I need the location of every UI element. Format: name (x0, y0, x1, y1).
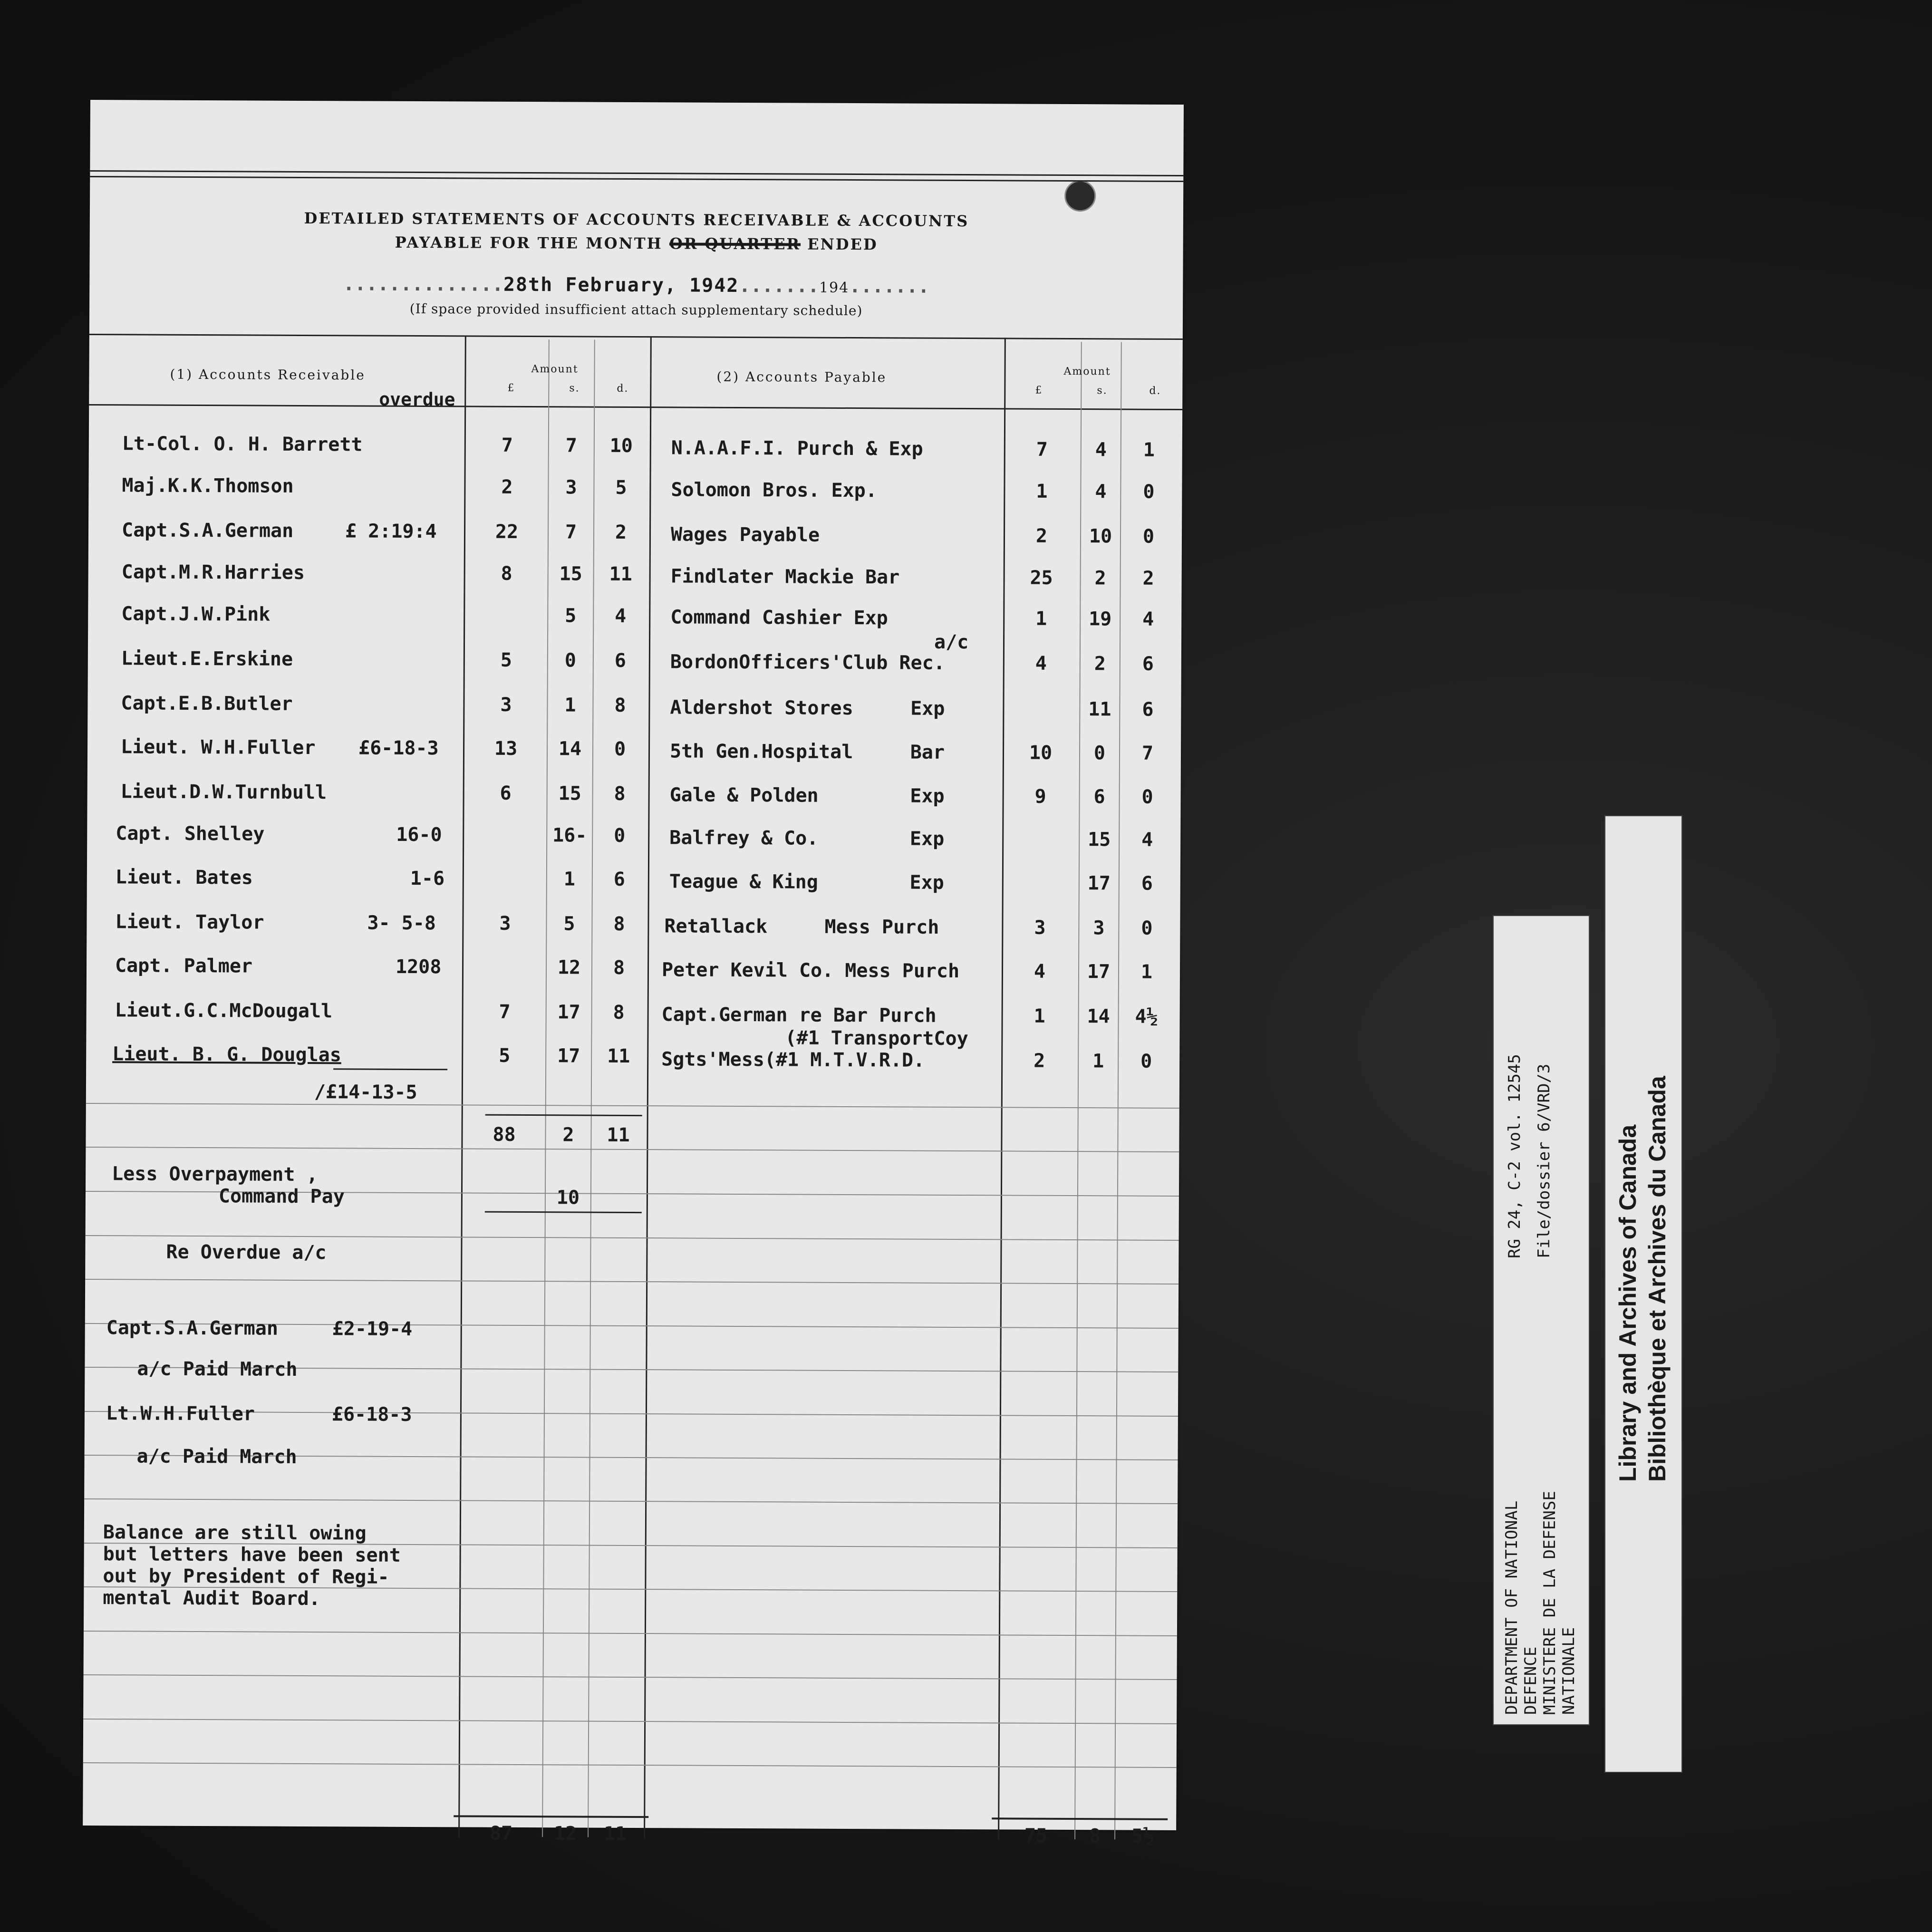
payable-pence: 0 (1141, 917, 1153, 939)
balance-note-line: out by President of Regi- (103, 1565, 389, 1588)
receivable-shillings: 12 (557, 956, 581, 979)
receivable-pounds: 3 (499, 912, 511, 935)
receivable-total-shillings: 12 (553, 1823, 577, 1845)
receivable-shillings: 17 (557, 1045, 580, 1067)
payable-pence: 4 (1142, 608, 1154, 630)
archive-name-english: Library and Archives of Canada (1614, 1124, 1641, 1482)
overdue-subheading: overdue (379, 388, 455, 410)
receivable-name: Capt.J.W.Pink (121, 603, 270, 626)
receivable-shillings: 14 (558, 738, 582, 760)
receivable-name: Capt.E.B.Butler (121, 692, 293, 715)
re-overdue-heading: Re Overdue a/c (166, 1241, 327, 1264)
command-pay-label: Command Pay (218, 1185, 345, 1208)
payable-pence-label: d. (1149, 385, 1161, 397)
payable-pence: 0 (1141, 786, 1153, 808)
overdue-total: /£14-13-5 (314, 1081, 417, 1104)
payable-name: Sgts'Mess(#1 M.T.V.R.D. (661, 1048, 925, 1072)
payable-shillings: 11 (1088, 698, 1111, 721)
payable-shillings: 19 (1089, 608, 1112, 630)
payable-name: Solomon Bros. Exp. (671, 479, 878, 502)
receivable-name: Lieut.G.C.McDougall (115, 999, 333, 1023)
receivable-heading: (1) Accounts Receivable (170, 366, 366, 383)
payable-pounds: 2 (1035, 525, 1048, 547)
payable-pence: 6 (1141, 872, 1153, 895)
receivable-shillings: 16- (552, 824, 587, 847)
payable-pounds: 9 (1034, 785, 1046, 808)
payable-pounds: 4 (1034, 960, 1046, 983)
receivable-pence: 8 (613, 913, 625, 935)
receivable-overdue-note: 1-6 (410, 867, 445, 890)
instruction-note: (If space provided insufficient attach supplementary schedule) (409, 300, 863, 319)
receivable-shillings: 3 (565, 476, 577, 499)
receivable-shillings: 0 (564, 649, 577, 672)
balance-note-line: but letters have been sent (103, 1543, 401, 1566)
receivable-shillings: 1 (563, 868, 576, 890)
overdue-fuller-amount: £6-18-3 (331, 1403, 412, 1426)
payable-shillings: 14 (1087, 1005, 1110, 1028)
payable-pence: 0 (1140, 1050, 1152, 1072)
receivable-overdue-note: £6-18-3 (358, 737, 439, 760)
payable-pounds: 1 (1036, 480, 1048, 502)
receivable-amount-label: Amount (531, 363, 579, 376)
receivable-pounds: 5 (500, 649, 512, 671)
receivable-name: Capt.M.R.Harries (121, 561, 305, 584)
receivable-name: Lieut.D.W.Turnbull (120, 781, 327, 804)
payable-pence: 0 (1143, 481, 1155, 503)
department-line3: MINISTERE DE LA DEFENSE (1540, 1491, 1559, 1715)
receivable-shillings: 15 (559, 563, 582, 585)
balance-note-line: Balance are still owing (103, 1521, 367, 1545)
payable-total-pence: 5½ (1131, 1825, 1155, 1847)
receivable-name: Capt.S.A.German (121, 519, 294, 542)
payable-name: Findlater Mackie Bar (670, 565, 900, 589)
payable-heading: (2) Accounts Payable (716, 368, 887, 386)
receivable-pounds (468, 604, 544, 605)
overdue-fuller-name: Lt.W.H.Fuller (106, 1402, 255, 1425)
receivable-name: Lieut. Taylor (115, 911, 264, 934)
payable-pence: 1 (1140, 961, 1153, 983)
payable-total-pounds: 75 (1024, 1825, 1048, 1847)
receivable-subtotal-pounds: 88 (493, 1123, 516, 1146)
receivable-pounds: 5 (499, 1044, 511, 1067)
receivable-name: Lt-Col. O. H. Barrett (122, 433, 363, 456)
receivable-shillings: 7 (565, 435, 577, 457)
form-title-line2: PAYABLE FOR THE MONTH OR QUARTER ENDED (395, 233, 878, 254)
overdue-fuller-status: a/c Paid March (136, 1445, 297, 1468)
receivable-pence: 11 (609, 563, 632, 585)
receivable-pounds: 2 (501, 476, 513, 498)
payable-pounds: 4 (1035, 652, 1047, 675)
payable-name-above: (#1 TransportCoy (785, 1027, 968, 1050)
payable-name: Peter Kevil Co. Mess Purch (661, 959, 960, 982)
receivable-pounds: 6 (500, 782, 512, 804)
receivable-pence: 6 (614, 649, 627, 672)
receivable-pence: 10 (609, 435, 633, 457)
receivable-pounds: 7 (499, 1001, 511, 1023)
receivable-shillings: 7 (565, 521, 577, 543)
department-line1: DEPARTMENT OF NATIONAL (1502, 1500, 1521, 1715)
receivable-shillings: 17 (557, 1001, 580, 1024)
receivable-overdue-note: 1208 (395, 956, 442, 978)
receivable-name: Lieut. Bates (115, 866, 253, 889)
payable-name: BordonOfficers'Club Rec. (670, 651, 945, 674)
receivable-pence-label: d. (617, 382, 629, 395)
receivable-overdue-note: 3- 5-8 (367, 912, 436, 935)
receivable-pence: 4 (615, 605, 627, 627)
receivable-subtotal-shillings: 2 (562, 1124, 574, 1146)
receivable-pounds: 8 (501, 562, 512, 585)
payable-pounds: 2 (1034, 1050, 1045, 1072)
receivable-pence: 0 (614, 738, 626, 760)
payable-shillings: 0 (1093, 742, 1106, 764)
payable-name: Command Cashier Exp (670, 606, 888, 629)
receivable-pence: 11 (607, 1045, 630, 1067)
payable-shilling-label: s. (1097, 385, 1108, 397)
ledger-sheet (83, 100, 1184, 1847)
receivable-pound-label: £ (507, 382, 515, 394)
less-overpayment-label: Less Overpayment , (112, 1163, 318, 1186)
receivable-shillings: 5 (565, 605, 577, 627)
receivable-shillings: 5 (563, 913, 575, 935)
library-archives-label (1604, 815, 1682, 1773)
payable-name: Wages Payable (670, 523, 820, 546)
receivable-pence: 2 (615, 521, 627, 543)
payable-pounds (1005, 828, 1076, 829)
payable-shillings: 4 (1095, 439, 1107, 461)
period-date: ..............28th February, 1942.......194....... (343, 273, 929, 298)
payable-pence: 7 (1141, 742, 1154, 764)
receivable-overdue-note: £ 2:19:4 (345, 520, 437, 543)
payable-name: Gale & Polden Exp (669, 784, 945, 807)
punch-hole (1064, 180, 1096, 212)
payable-pence: 4½ (1135, 1005, 1158, 1028)
payable-shillings: 6 (1093, 786, 1105, 808)
receivable-pounds: 3 (500, 694, 512, 716)
overdue-german-name: Capt.S.A.German (106, 1317, 279, 1340)
payable-name: Balfrey & Co. Exp (669, 827, 945, 850)
payable-pounds: 3 (1034, 917, 1046, 939)
payable-shillings: 2 (1094, 567, 1106, 589)
receivable-total-pence: 11 (603, 1823, 627, 1845)
payable-pounds: 1 (1034, 1005, 1045, 1027)
payable-shillings: 15 (1088, 829, 1111, 851)
receivable-pence: 5 (615, 476, 627, 499)
receivable-subtotal-pence: 11 (607, 1124, 630, 1146)
payable-shillings: 17 (1087, 961, 1111, 983)
payable-name: Aldershot Stores Exp (670, 696, 945, 720)
receivable-pounds: 13 (494, 737, 518, 760)
receivable-name: Lieut. B. G. Douglas (112, 1043, 341, 1066)
reference-line1: RG 24, C-2 vol. 12545 (1505, 1054, 1524, 1258)
receivable-name: Lieut. W.H.Fuller (120, 736, 316, 759)
payable-pence: 6 (1142, 653, 1154, 675)
payable-name: Capt.German re Bar Purch (661, 1004, 937, 1027)
receivable-shilling-label: s. (569, 382, 580, 395)
overdue-german-amount: £2-19-4 (332, 1318, 413, 1340)
payable-shillings: 1 (1092, 1050, 1104, 1072)
payable-shillings: 2 (1094, 653, 1106, 675)
receivable-shillings: 15 (558, 782, 581, 805)
payable-pence: 2 (1142, 567, 1154, 589)
payable-shillings: 3 (1093, 917, 1105, 939)
reference-line2: File/dossier 6/VRD/3 (1535, 1063, 1554, 1258)
receivable-pence: 0 (614, 824, 626, 847)
receivable-pounds: 22 (495, 521, 519, 543)
receivable-name: Maj.K.K.Thomson (122, 474, 294, 497)
receivable-total-pounds: 87 (489, 1822, 513, 1845)
payable-pounds: 10 (1029, 742, 1053, 764)
payable-pounds: 7 (1036, 438, 1048, 461)
overdue-german-status: a/c Paid March (137, 1358, 298, 1381)
department-line2: DEFENCE (1521, 1646, 1540, 1715)
receivable-name: Capt. Palmer (115, 955, 253, 977)
receivable-shillings: 1 (564, 694, 576, 716)
payable-pence: 6 (1142, 698, 1154, 721)
receivable-pence: 8 (614, 694, 626, 716)
archive-name-french: Bibliothèque et Archives du Canada (1644, 1076, 1671, 1482)
receivable-overdue-note: 16-0 (396, 823, 442, 846)
payable-name: Teague & King Exp (669, 870, 944, 894)
payable-shillings: 17 (1087, 872, 1111, 895)
receivable-pounds: 7 (501, 434, 513, 456)
form-title-line1: DETAILED STATEMENTS OF ACCOUNTS RECEIVABLE & ACCOUNTS (304, 209, 969, 231)
receivable-pence: 8 (613, 1001, 625, 1024)
payable-total-shillings: 8 (1089, 1825, 1101, 1847)
payable-name: Retallack Mess Purch (664, 915, 939, 938)
payable-pound-label: £ (1035, 384, 1043, 396)
payable-name-above: a/c (934, 631, 969, 654)
payable-shillings: 10 (1089, 525, 1112, 548)
receivable-name: Capt. Shelley (116, 822, 265, 845)
payable-pounds: 25 (1030, 567, 1053, 589)
receivable-pence: 8 (613, 956, 625, 979)
payable-shillings: 4 (1095, 481, 1107, 503)
payable-name: N.A.A.F.I. Purch & Exp (671, 437, 923, 460)
payable-amount-label: Amount (1063, 365, 1111, 378)
receivable-pence: 6 (613, 868, 626, 890)
archive-reference-label (1493, 915, 1590, 1725)
balance-note-line: mental Audit Board. (103, 1587, 320, 1610)
department-line4: NATIONALE (1559, 1627, 1578, 1715)
receivable-name: Lieut.E.Erskine (121, 647, 293, 670)
receivable-pence: 8 (614, 782, 626, 805)
less-overpayment-shillings: 10 (556, 1187, 580, 1209)
payable-pounds: 1 (1035, 608, 1047, 630)
payable-pence: 1 (1143, 439, 1155, 461)
payable-pence: 0 (1142, 525, 1155, 548)
payable-name: 5th Gen.Hospital Bar (669, 740, 945, 763)
payable-pence: 4 (1141, 829, 1153, 851)
